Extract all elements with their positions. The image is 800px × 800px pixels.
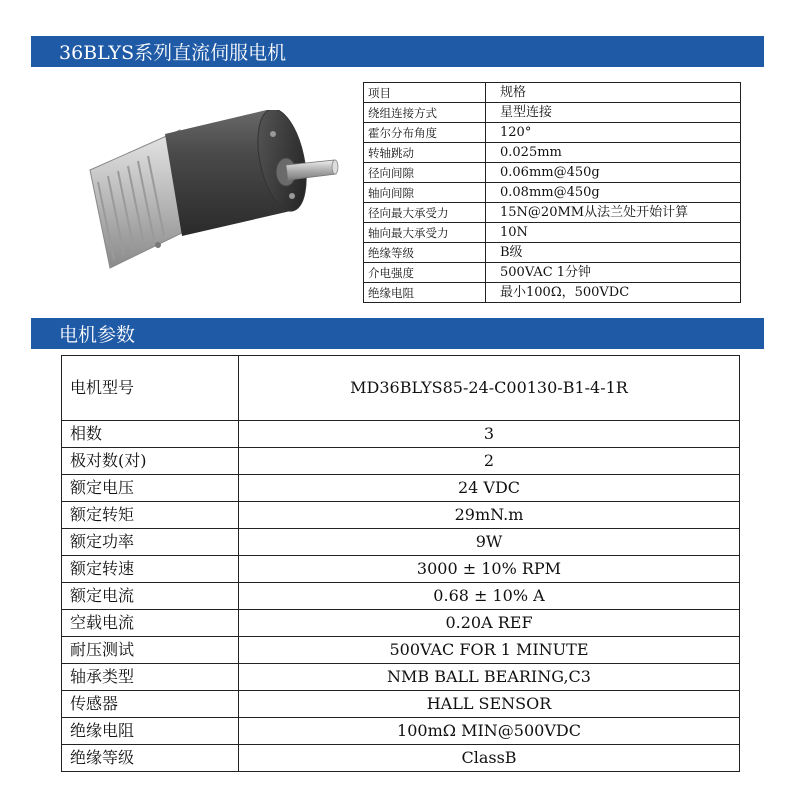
table-row (62, 718, 740, 745)
table-row (62, 664, 740, 691)
table-row (364, 123, 741, 143)
row-value: 120° (486, 123, 741, 143)
row-value: 500VAC 1分钟 (486, 263, 741, 283)
page-title: 36BLYS系列直流伺服电机 (59, 42, 287, 64)
row-value: 500VAC FOR 1 MINUTE (239, 637, 740, 664)
row-value: 100mΩ MIN@500VDC (239, 718, 740, 745)
row-label: 绝缘等级 (364, 243, 486, 263)
spec-table (363, 82, 741, 303)
row-value: 24 VDC (239, 475, 740, 502)
row-label: 传感器 (62, 691, 239, 718)
row-value: 0.20A REF (239, 610, 740, 637)
table-row (364, 263, 741, 283)
row-value: 10N (486, 223, 741, 243)
table-row (364, 283, 741, 303)
section-banner-params (31, 318, 764, 349)
row-value: B级 (486, 243, 741, 263)
row-label: 轴向最大承受力 (364, 223, 486, 243)
row-label: 额定电流 (62, 583, 239, 610)
row-value: 3000 ± 10% RPM (239, 556, 740, 583)
table-row (364, 163, 741, 183)
table-row (62, 691, 740, 718)
row-label: 介电强度 (364, 263, 486, 283)
row-value: 29mN.m (239, 502, 740, 529)
row-label: 轴承类型 (62, 664, 239, 691)
row-label: 绕组连接方式 (364, 103, 486, 123)
row-value: MD36BLYS85-24-C00130-B1-4-1R (239, 356, 740, 421)
row-value: HALL SENSOR (239, 691, 740, 718)
row-label: 耐压测试 (62, 637, 239, 664)
row-label: 绝缘电阻 (62, 718, 239, 745)
row-label: 绝缘电阻 (364, 283, 486, 303)
row-value: 最小100Ω，500VDC (486, 283, 741, 303)
row-label: 霍尔分布角度 (364, 123, 486, 143)
table-row (62, 610, 740, 637)
row-label: 转轴跳动 (364, 143, 486, 163)
table-row (364, 83, 741, 103)
table-row (364, 243, 741, 263)
row-value: 0.68 ± 10% A (239, 583, 740, 610)
row-label: 额定转速 (62, 556, 239, 583)
row-label: 项目 (364, 83, 486, 103)
table-row (62, 745, 740, 772)
row-label: 径向间隙 (364, 163, 486, 183)
table-row (364, 203, 741, 223)
row-label: 径向最大承受力 (364, 203, 486, 223)
row-value: 15N@20MM从法兰处开始计算 (486, 203, 741, 223)
table-row (62, 529, 740, 556)
table-row (62, 448, 740, 475)
row-value: 3 (239, 421, 740, 448)
row-value: 0.025mm (486, 143, 741, 163)
section-title: 电机参数 (59, 324, 136, 346)
row-label: 电机型号 (62, 356, 239, 421)
table-row (62, 502, 740, 529)
row-value: NMB BALL BEARING,C3 (239, 664, 740, 691)
table-row (62, 475, 740, 502)
row-value: 0.06mm@450g (486, 163, 741, 183)
row-label: 相数 (62, 421, 239, 448)
motor-image (70, 110, 355, 285)
row-value: 9W (239, 529, 740, 556)
table-row (62, 421, 740, 448)
row-label: 轴向间隙 (364, 183, 486, 203)
table-row (364, 183, 741, 203)
row-value: 2 (239, 448, 740, 475)
row-value: 0.08mm@450g (486, 183, 741, 203)
row-label: 空载电流 (62, 610, 239, 637)
table-row (62, 356, 740, 421)
row-label: 额定转矩 (62, 502, 239, 529)
row-value: 规格 (486, 83, 741, 103)
table-row (364, 103, 741, 123)
row-label: 绝缘等级 (62, 745, 239, 772)
params-table (61, 355, 740, 772)
row-value: 星型连接 (486, 103, 741, 123)
row-label: 额定功率 (62, 529, 239, 556)
table-row (62, 583, 740, 610)
row-label: 极对数(对) (62, 448, 239, 475)
table-row (62, 556, 740, 583)
row-label: 额定电压 (62, 475, 239, 502)
section-title-banner (31, 36, 764, 67)
table-row (364, 223, 741, 243)
row-value: ClassB (239, 745, 740, 772)
table-row (364, 143, 741, 163)
table-row (62, 637, 740, 664)
